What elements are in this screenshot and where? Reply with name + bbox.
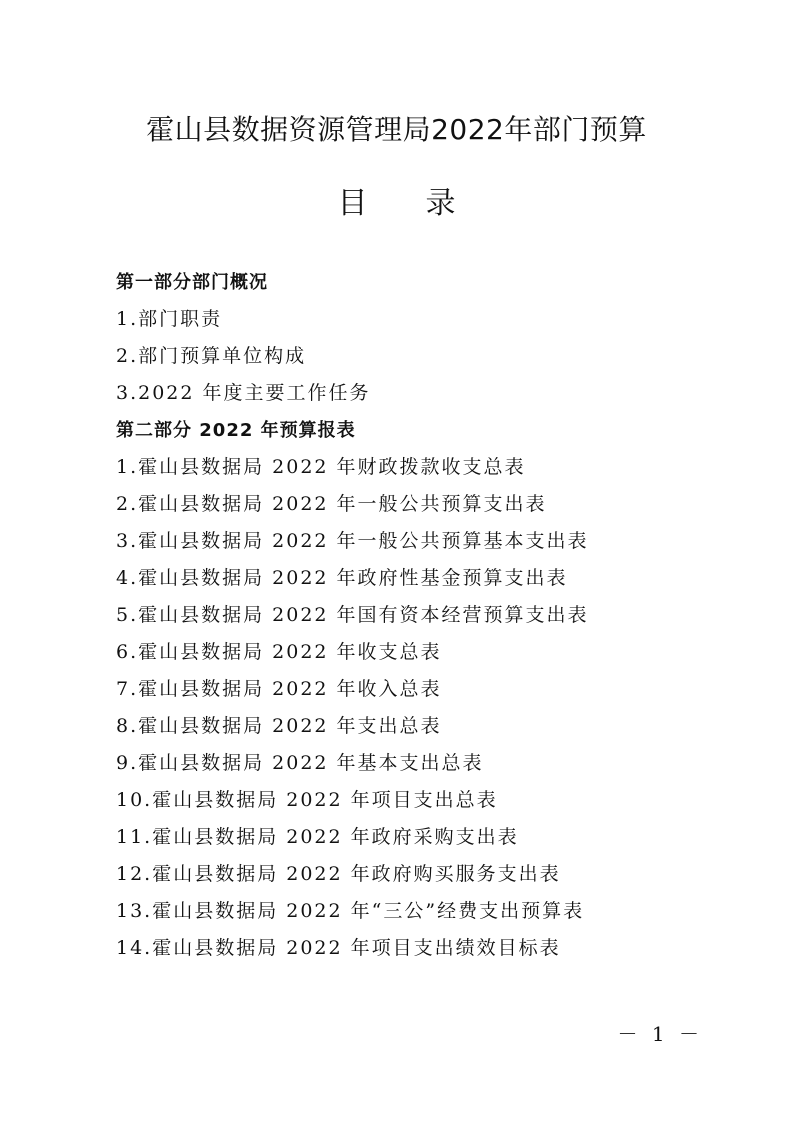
toc-item: 1.霍山县数据局 2022 年财政拨款收支总表 (116, 456, 526, 478)
toc-item: 8.霍山县数据局 2022 年支出总表 (116, 715, 442, 737)
toc-item: 4.霍山县数据局 2022 年政府性基金预算支出表 (116, 567, 568, 589)
toc-item: 13.霍山县数据局 2022 年“三公”经费支出预算表 (116, 900, 585, 922)
page-number: － 1 － (617, 1022, 703, 1046)
toc-item: 3.霍山县数据局 2022 年一般公共预算基本支出表 (116, 530, 589, 552)
toc-part1-heading: 第一部分部门概况 (116, 272, 268, 293)
toc-item: 12.霍山县数据局 2022 年政府购买服务支出表 (116, 863, 561, 885)
toc-item: 1.部门职责 (116, 308, 223, 330)
toc-item: 5.霍山县数据局 2022 年国有资本经营预算支出表 (116, 604, 589, 626)
toc-item: 9.霍山县数据局 2022 年基本支出总表 (116, 752, 484, 774)
toc-part2-heading: 第二部分 2022 年预算报表 (116, 420, 356, 441)
toc-item: 3.2022 年度主要工作任务 (116, 382, 371, 404)
toc-item: 7.霍山县数据局 2022 年收入总表 (116, 678, 442, 700)
toc-item: 2.部门预算单位构成 (116, 345, 307, 367)
table-of-contents (116, 264, 736, 967)
document-title: 霍山县数据资源管理局2022年部门预算 (146, 113, 647, 146)
toc-item: 14.霍山县数据局 2022 年项目支出绩效目标表 (116, 937, 561, 959)
toc-item: 6.霍山县数据局 2022 年收支总表 (116, 641, 442, 663)
toc-item: 10.霍山县数据局 2022 年项目支出总表 (116, 789, 498, 811)
toc-item: 2.霍山县数据局 2022 年一般公共预算支出表 (116, 493, 547, 515)
document-subtitle: 目录 (337, 186, 514, 221)
toc-item: 11.霍山县数据局 2022 年政府采购支出表 (116, 826, 519, 848)
